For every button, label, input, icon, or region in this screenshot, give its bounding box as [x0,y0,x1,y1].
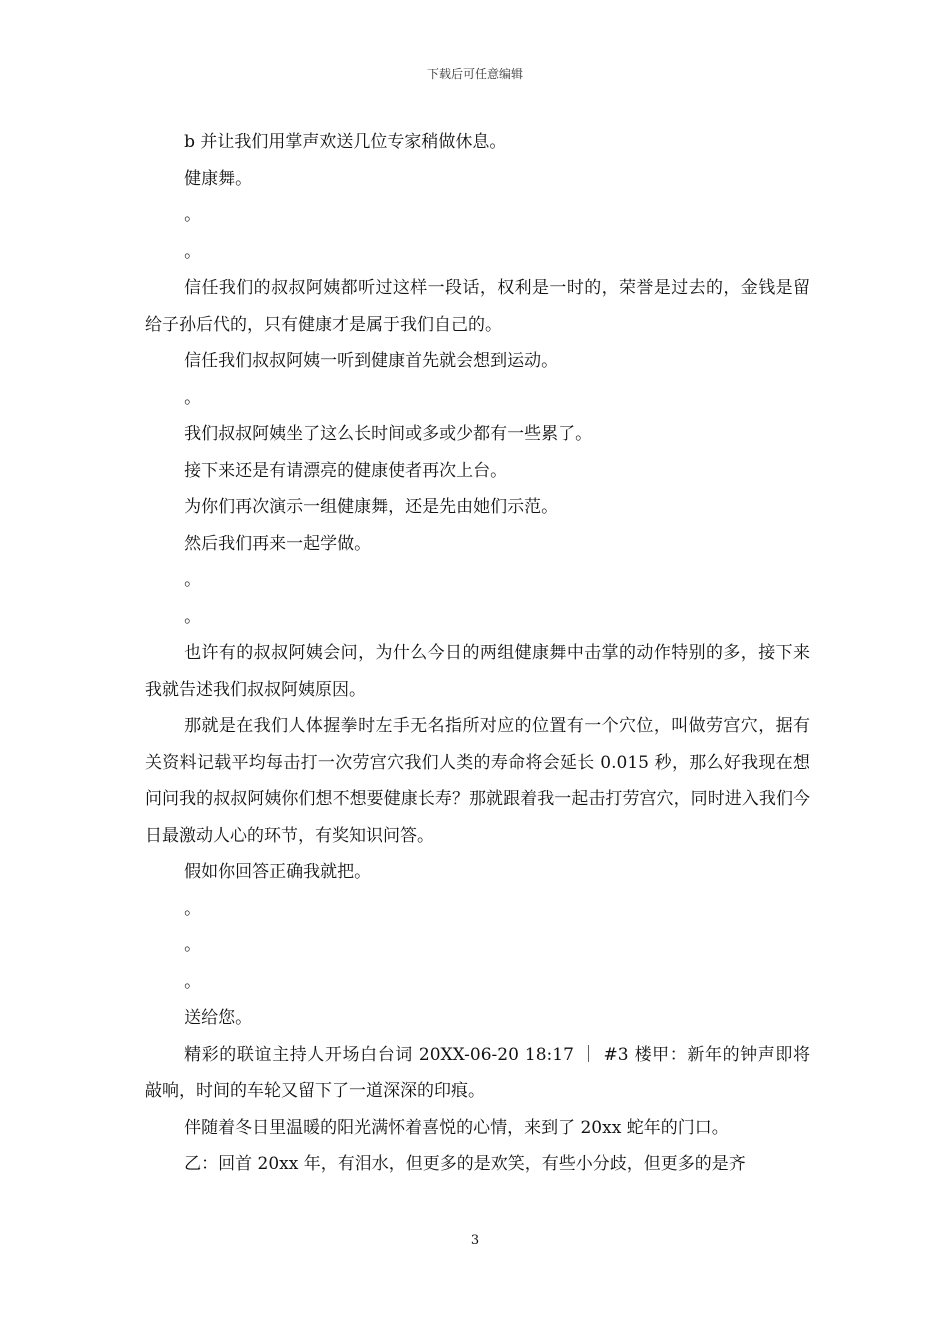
paragraph: 然后我们再来一起学做。 [184,533,372,554]
paragraph: 假如你回答正确我就把。 [184,862,372,882]
paragraph: 为你们再次演示一组健康舞，还是先由她们示范。 [184,497,559,517]
paragraph: 精彩的联谊主持人开场白台词 20XX-06-20 18:17 ｜ #3 楼甲：新年的钟声即将敲响，时间的车轮又留下了一道深深的印痕。 [145,1044,810,1101]
paragraph: 接下来还是有请漂亮的健康使者再次上台。 [184,460,508,481]
page-number: 3 [470,1233,480,1248]
paragraph: 信任我们的叔叔阿姨都听过这样一段话，权利是一时的，荣誉是过去的，金钱是留给子孙后代的，只有健康才是属于我们自己的。 [145,278,810,335]
paragraph: 。 [184,971,202,992]
paragraph: 。 [184,935,202,955]
paragraph: 。 [184,387,202,408]
paragraph: 。 [184,205,202,225]
paragraph: b 并让我们用掌声欢送几位专家稍做休息。 [184,132,507,152]
paragraph: 送给您。 [184,1008,253,1028]
page-header: 下载后可任意编辑 [426,67,523,81]
paragraph: 那就是在我们人体握拳时左手无名指所对应的位置有一个穴位，叫做劳宫穴，据有关资料记载平均每击打一次劳宫穴我们人类的寿命将会延长 0.015 秒，那么好我现在想问问我的叔叔阿姨你们想不想要健康长寿？那就跟着我一起击打劳宫穴，同时进入我们今日最激动人心的环节，有奖知识问答。 [145,716,810,846]
paragraph: 。 [184,241,202,262]
document-body [145,124,810,1183]
paragraph: 伴随着冬日里温暖的阳光满怀着喜悦的心情，来到了 20xx 蛇年的门口。 [184,1117,729,1138]
paragraph: 。 [184,570,202,590]
paragraph: 乙：回首 20xx 年，有泪水，但更多的是欢笑，有些小分歧，但更多的是齐 [184,1154,746,1174]
paragraph: 我们叔叔阿姨坐了这么长时间或多或少都有一些累了。 [184,424,593,444]
paragraph: 健康舞。 [184,168,253,189]
paragraph: 信任我们叔叔阿姨一听到健康首先就会想到运动。 [184,351,559,371]
paragraph: 也许有的叔叔阿姨会问，为什么今日的两组健康舞中击掌的动作特别的多，接下来我就告述我们叔叔阿姨原因。 [145,643,810,700]
paragraph: 。 [184,898,202,919]
paragraph: 。 [184,606,202,627]
